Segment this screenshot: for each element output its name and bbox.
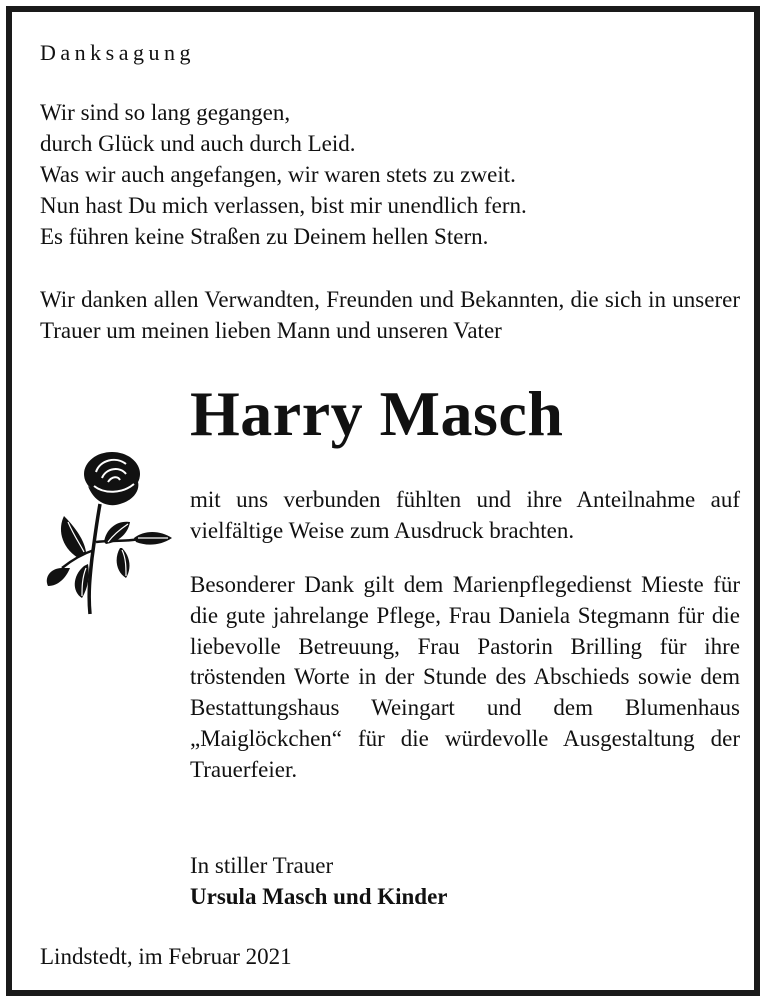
poem <box>40 97 527 252</box>
deceased-name: Harry Masch <box>190 378 564 449</box>
thanks-paragraph: mit uns verbunden fühlten und ihre Anteilnahme auf vielfältige Weise zum Ausdruck brachten. <box>190 487 740 543</box>
poem-line: Wir sind so lang gegangen, <box>40 100 291 125</box>
place-date: Lindstedt, im Februar 2021 <box>40 944 292 969</box>
intro-paragraph: Wir danken allen Verwandten, Freunden und Bekannten, die sich in unserer Trauer um meinen lieben Mann und unseren Vater <box>40 287 740 343</box>
special-thanks-paragraph: Besonderer Dank gilt dem Marienpflegedienst Mieste für die gute jahrelange Pflege, Frau Daniela Stegmann für die liebevolle Betreuung, Frau Pastorin Brilling für ihre tröstenden Worte in der Stunde des Abschieds sowie dem Bestattungshaus Weingart und dem Blumenhaus „Maiglöckchen“ für die würdevolle Ausgestaltung der Trauerfeier. <box>190 572 740 782</box>
poem-line: Nun hast Du mich verlassen, bist mir unendlich fern. <box>40 193 527 218</box>
notice-frame <box>6 6 760 996</box>
closing-line: In stiller Trauer <box>190 853 334 878</box>
signature: Ursula Masch und Kinder <box>190 884 448 909</box>
poem-line: Es führen keine Straßen zu Deinem hellen Stern. <box>40 224 489 249</box>
poem-line: Was wir auch angefangen, wir waren stets zu zweit. <box>40 162 516 187</box>
rose-icon <box>42 446 174 618</box>
notice-heading: Danksagung <box>40 40 195 65</box>
poem-line: durch Glück und auch durch Leid. <box>40 131 356 156</box>
